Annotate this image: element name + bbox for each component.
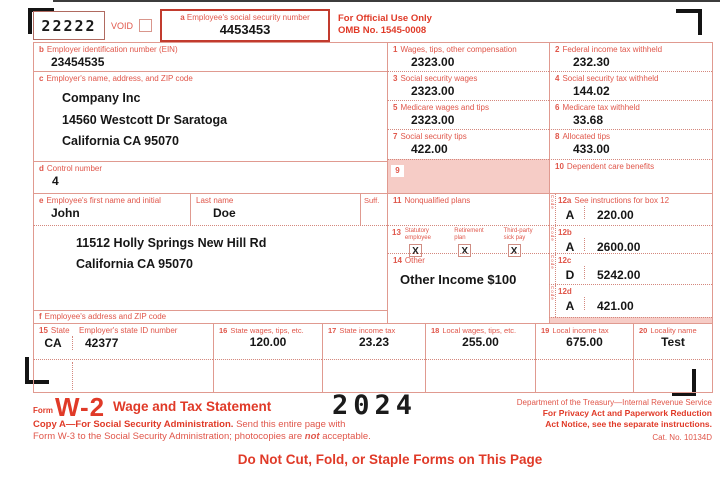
code-column-label: Code [550,226,556,253]
copy-a-line2: Form W-3 to the Social Security Administration; photocopies are not acceptable. [33,431,371,442]
box-13-number: 13 [392,228,401,237]
box-12b-code: A [565,239,575,254]
form-name: W-2 [55,392,106,422]
statutory-employee-label: Statutory employee [404,228,431,241]
tax-year: 2024 [332,390,418,421]
box-9 [387,159,549,193]
employee-address-line1: 11512 Holly Springs New Hill Rd [76,236,267,250]
state-id-value: 42377 [85,335,119,350]
box-c-employer: c Employer's name, address, and ZIP code Company Inc 14560 Westcott Dr Saratoga California CA 95070 [33,71,387,161]
box-14-value: Other Income $100 [400,271,517,287]
box-e-last-name: Last name Doe [190,193,360,225]
third-party-sick-pay-label: Third-party sick pay [503,228,533,241]
box-12d-value: 421.00 [597,298,634,313]
box-6: 6 Medicare tax withheld 33.68 [549,100,712,129]
department-line: Department of the Treasury—Internal Revenue Service [516,398,712,407]
box-12c: Code 12c D 5242.00 [549,253,712,284]
box-1: 1 Wages, tips, other compensation 2323.00 [387,42,549,71]
omb-number: OMB No. 1545-0008 [338,24,427,36]
box-12c-value: 5242.00 [597,267,641,282]
box-12d: Code 12d A 421.00 [549,284,712,317]
box-18: 18 Local wages, tips, etc. 255.00 [425,323,535,359]
footer-right-block [440,398,712,444]
state-row-2-cell [322,359,425,392]
box-12a-value: 220.00 [597,207,634,222]
box-14: 14 Other Other Income $100 [387,253,549,323]
copy-a-line1: Copy A—For Social Security Administration. Send this entire page with [33,419,346,430]
void-checkbox[interactable] [139,19,152,32]
box-a-label: a Employee's social security number [180,13,310,22]
ein-value: 23454535 [51,54,105,69]
box-a-ssn [160,9,330,42]
form-word: Form [33,406,53,415]
box-12a-code: A [565,207,575,222]
box-5: 5 Medicare wages and tips 2323.00 [387,100,549,129]
form-code-box: 22222 [33,11,105,40]
box-12a: Code 12a See instructions for box 12 A 220.00 [549,193,712,225]
box-8-value: 433.00 [573,141,610,156]
form-title: Wage and Tax Statement [113,399,272,414]
box-18-value: 255.00 [462,335,499,349]
employee-address-line2: California CA 95070 [76,257,193,271]
official-use-line1: For Official Use Only [338,13,432,24]
retirement-plan-label: Retirement plan [454,228,484,241]
box-4-value: 144.02 [573,83,610,98]
last-name-value: Doe [213,205,236,220]
box-16-value: 120.00 [249,335,287,349]
box-12b-value: 2600.00 [597,239,641,254]
employer-address-line2: California CA 95070 [62,133,179,148]
box-20-value: Test [661,335,685,349]
retirement-plan-checkbox[interactable]: X [458,244,471,257]
state-row-2-cell [425,359,535,392]
state-row-2-cell [213,359,322,392]
employer-name: Company Inc [62,90,141,105]
box-20: 20 Locality name Test [633,323,712,359]
state-row-2-cell [535,359,633,392]
box-12c-code: D [565,267,575,282]
void-group [106,11,160,40]
box-2-value: 232.30 [573,54,610,69]
catalog-number: Cat. No. 10134D [652,433,712,443]
box-8: 8 Allocated tips 433.00 [549,129,712,159]
first-name-value: John [51,205,80,220]
statutory-employee-checkbox[interactable]: X [409,244,422,257]
box-7: 7 Social security tips 422.00 [387,129,549,159]
box-7-value: 422.00 [411,141,448,156]
box-6-value: 33.68 [573,112,604,127]
code-column-label: Code [550,285,556,317]
box-e-first-name: e Employee's first name and initial John [33,193,190,225]
official-use-block [338,13,432,37]
box-17: 17 State income tax 23.23 [322,323,425,359]
box-3: 3 Social security wages 2323.00 [387,71,549,100]
page-cut-line [53,0,720,2]
box-3-value: 2323.00 [411,83,455,98]
corner-bracket-top-right-icon [676,9,702,35]
state-code-value: CA [44,335,62,350]
box-12d-code: A [565,298,575,313]
ssn-value: 4453453 [219,22,271,37]
employer-address-line1: 14560 Westcott Dr Saratoga [62,112,228,127]
do-not-cut-notice: Do Not Cut, Fold, or Staple Forms on This Page [237,452,543,467]
box-10: 10 Dependent care benefits [549,159,712,193]
box-b-ein: b Employer identification number (EIN) 23454535 [33,42,387,71]
form-right-border [712,42,713,392]
privacy-line2: Act Notice, see the separate instructions. [545,419,712,430]
box-19: 19 Local income tax 675.00 [535,323,633,359]
box-4: 4 Social security tax withheld 144.02 [549,71,712,100]
box-15-state: 15 State Employer's state ID number CA 42377 [33,323,213,359]
employee-address-block [33,225,387,310]
box-2: 2 Federal income tax withheld 232.30 [549,42,712,71]
code-column-label: Code [550,194,556,225]
box-d-control: d Control number 4 [33,161,387,193]
third-party-sick-pay-checkbox[interactable]: X [508,244,521,257]
box-11: 11 Nonqualified plans [387,193,549,225]
box-f-label-row: f Employee's address and ZIP code [33,310,387,323]
box-e-suffix: Suff. [360,193,387,225]
box-16: 16 State wages, tips, etc. 120.00 [213,323,322,359]
box-17-value: 23.23 [358,335,390,349]
box-13 [387,225,549,258]
control-number-value: 4 [52,173,59,188]
state-row-2-cell [33,359,213,392]
void-label: VOID [111,20,134,31]
box-1-value: 2323.00 [411,54,455,69]
state-row-2-cell [633,359,712,392]
code-column-label: Code [550,254,556,284]
box-19-value: 675.00 [566,335,603,349]
box-5-value: 2323.00 [411,112,455,127]
privacy-line1: For Privacy Act and Paperwork Reduction [542,408,712,419]
box-12b: Code 12b A 2600.00 [549,225,712,253]
box-9-number-chip: 9 [391,165,404,177]
